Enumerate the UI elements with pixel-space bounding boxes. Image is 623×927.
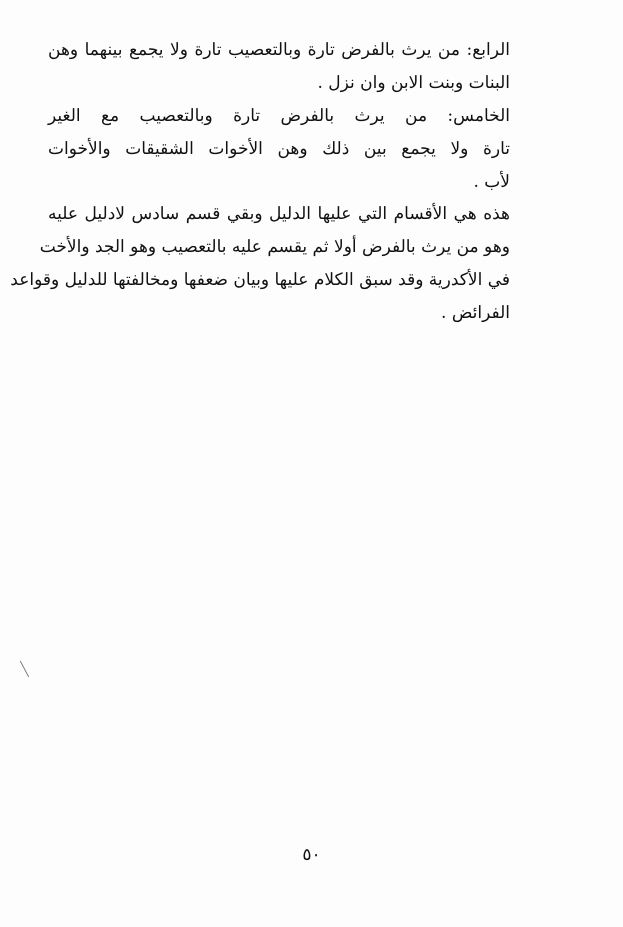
paragraph-fourth-category [48, 34, 510, 100]
text-line: هذه هي الأقسام التي عليها الدليل وبقي قسم سادس لادليل عليه [48, 204, 510, 224]
text-line: في الأكدرية وقد سبق الكلام عليها وبيان ضعفها ومخالفتها للدليل وقواعد [10, 270, 510, 290]
text-line: البنات وبنت الابن وان نزل . [317, 73, 510, 93]
page-number: ٥٠ [302, 845, 321, 865]
text-line: لأب . [473, 172, 510, 192]
scan-mark [20, 661, 29, 677]
paragraph-fifth-category [48, 100, 510, 199]
paragraph-summary [10, 198, 510, 330]
text-line: وهو من يرث بالفرض أولا ثم يقسم عليه بالتعصيب وهو الجد والأخت [39, 237, 510, 257]
text-line: الفرائض . [441, 303, 510, 323]
text-line: الرابع: من يرث بالفرض تارة وبالتعصيب تارة ولا يجمع بينهما وهن [48, 40, 510, 60]
text-line: الخامس: من يرث بالفرض تارة وبالتعصيب مع الغير [48, 106, 510, 126]
text-line: تارة ولا يجمع بين ذلك وهن الأخوات الشقيقات والأخوات [48, 139, 510, 159]
